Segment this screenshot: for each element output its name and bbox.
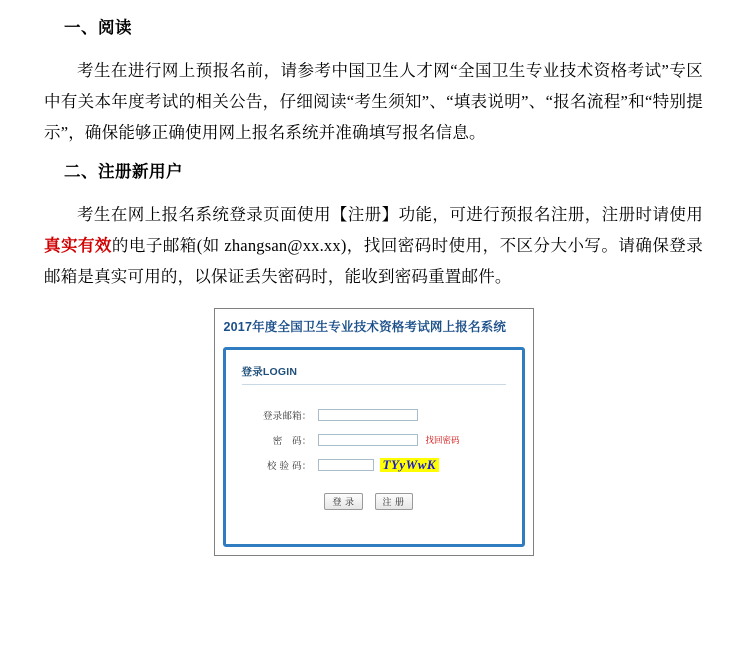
section-heading-2: 二、注册新用户 (64, 163, 183, 181)
figure-title: 2017年度全国卫生专业技术资格考试网上报名系统 (223, 320, 507, 334)
figure-titlebar (215, 309, 533, 344)
captcha-label: 校 验 码： (267, 460, 312, 472)
section-paragraph-2 (44, 199, 703, 292)
login-panel (223, 347, 525, 547)
section-paragraph-1: 考生在进行网上预报名前，请参考中国卫生人才网“全国卫生专业技术资格考试”专区中有关本年度考试的相关公告，仔细阅读“考生须知”、“填表说明”、“报名流程”和“特别提示”，确保能够正确使用网上报名系统并准确填写报名信息。 (44, 61, 703, 142)
form-row-email (260, 407, 506, 422)
login-button[interactable]: 登 录 (324, 493, 362, 510)
paragraph-2-part2: 的电子邮箱(如 zhangsan@xx.xx)，找回密码时使用，不区分大小写。请确保登录邮箱是真实可用的，以保证丢失密码时，能收到密码重置邮件。 (44, 236, 703, 286)
paragraph-2-part1: 考生在网上报名系统登录页面使用【注册】功能，可进行预报名注册，注册时请使用 (77, 205, 703, 224)
captcha-input[interactable] (318, 459, 374, 471)
password-label: 密 码： (272, 435, 312, 447)
login-form (242, 407, 506, 472)
register-button[interactable]: 注 册 (375, 493, 413, 510)
forgot-password-link[interactable]: 找回密码 (425, 434, 460, 445)
paragraph-2-emphasis: 真实有效 (44, 236, 112, 255)
captcha-image[interactable]: TYyWwK (380, 458, 440, 472)
section-heading-1: 一、阅读 (64, 19, 132, 37)
email-input[interactable] (318, 409, 418, 421)
form-row-password (260, 432, 506, 447)
email-label: 登录邮箱： (262, 410, 312, 422)
login-panel-inner (242, 364, 506, 530)
form-row-captcha (260, 457, 506, 472)
embedded-screenshot-figure (214, 308, 534, 556)
login-panel-header: 登录LOGIN (242, 364, 506, 385)
password-input[interactable] (318, 434, 418, 446)
login-button-row (242, 492, 506, 510)
